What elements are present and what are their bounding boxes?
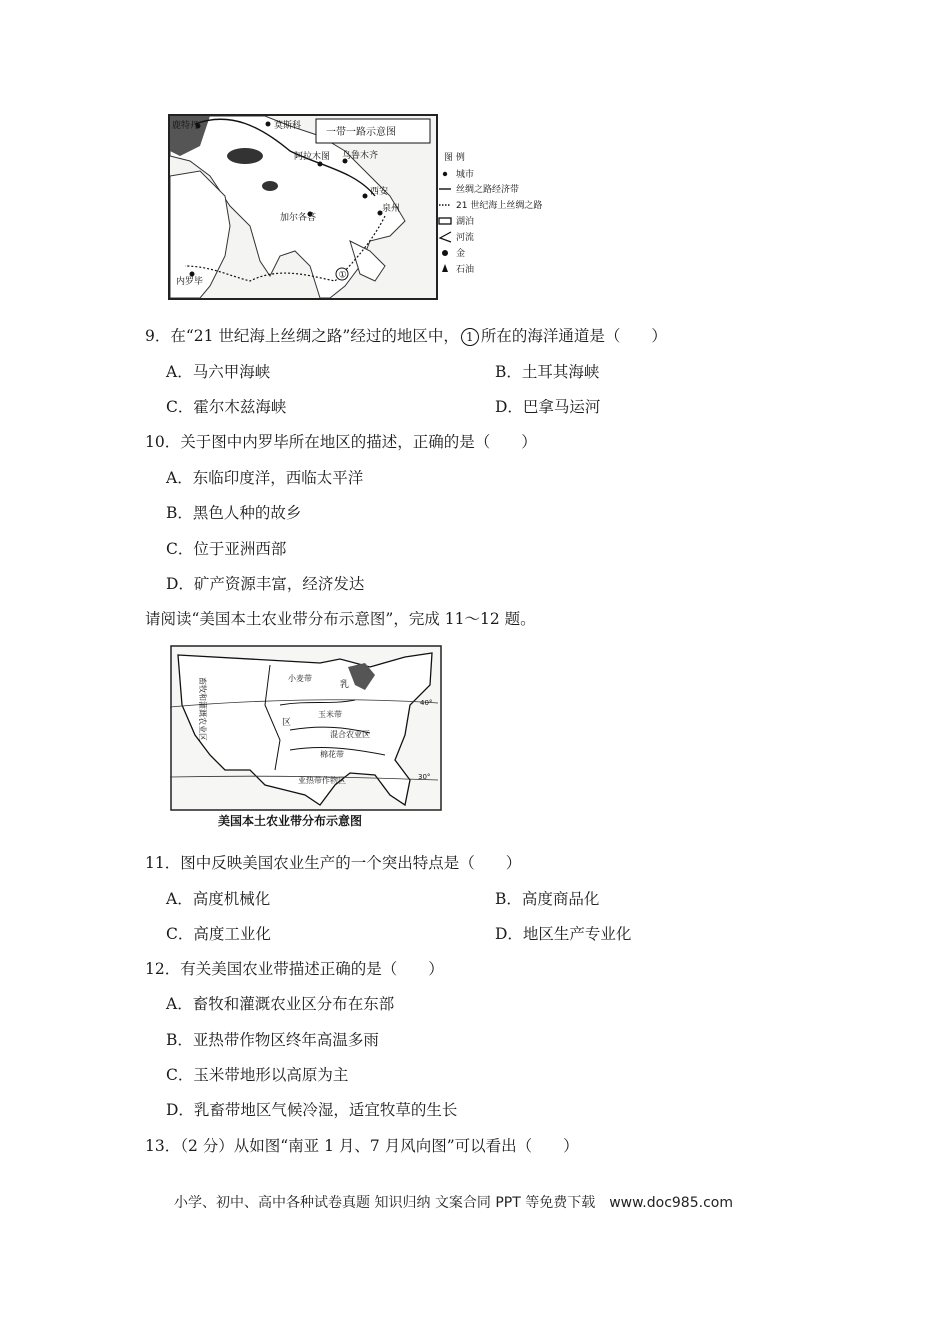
city-urumqi: 乌鲁木齐 [342, 151, 379, 161]
city-quanzhou: 泉州 [382, 204, 401, 214]
label-dairy: 乳 [340, 680, 350, 690]
q12-option-c[interactable]: C．玉米带地形以高原为主 [166, 1066, 349, 1084]
legend-oil: 石油 [456, 265, 475, 275]
q9-option-b[interactable]: B．土耳其海峡 [495, 363, 600, 381]
question-12-stem: 12．有关美国农业带描述正确的是（ ） [145, 960, 444, 978]
label-lat40: 40° [420, 699, 433, 707]
belt-road-map-svg [170, 116, 436, 298]
page-footer: 小学、初中、高中各种试卷真题 知识归纳 文案合同 PPT 等免费下载 www.doc985.com [174, 1195, 733, 1211]
us-agriculture-map-svg [170, 645, 442, 831]
q9-stem-before: 9．在“21 世纪海上丝绸之路”经过的地区中， [145, 327, 459, 345]
q11-option-b[interactable]: B．高度商品化 [495, 890, 600, 908]
q11-option-c[interactable]: C．高度工业化 [166, 925, 271, 943]
question-10-stem: 10．关于图中内罗毕所在地区的描述，正确的是（ ） [145, 433, 537, 451]
city-rotterdam: 鹿特丹 [172, 121, 200, 131]
legend-river: 河流 [456, 233, 475, 243]
section-intro: 请阅读“美国本土农业带分布示意图”，完成 11～12 题。 [145, 610, 536, 628]
label-mixed: 混合农业区 [330, 730, 370, 739]
label-ranching: 畜牧和灌溉农业区 [198, 677, 207, 741]
q12-option-a[interactable]: A．畜牧和灌溉农业区分布在东部 [166, 995, 395, 1013]
question-9-stem [145, 326, 667, 346]
lake-icon [439, 218, 451, 224]
map1-legend-svg [436, 150, 586, 280]
city-xian: 西安 [370, 187, 389, 197]
legend-lake: 湖泊 [456, 217, 475, 227]
city-moscow: 莫斯科 [274, 121, 302, 131]
q9-stem-after: 所在的海洋通道是（ ） [480, 327, 667, 345]
river-icon [440, 232, 451, 242]
oil-icon [442, 264, 448, 272]
black-sea [227, 148, 263, 164]
legend-land-route: 丝绸之路经济带 [456, 185, 520, 195]
city-dot-icon [443, 172, 447, 176]
caspian-sea [262, 181, 278, 191]
label-qu: 区 [282, 718, 292, 728]
label-wheat: 小麦带 [288, 674, 312, 683]
city-kolkata: 加尔各答 [280, 213, 317, 223]
q10-option-c[interactable]: C．位于亚洲西部 [166, 540, 287, 558]
q12-option-b[interactable]: B．亚热带作物区终年高温多雨 [166, 1031, 379, 1049]
city-almaty: 阿拉木图 [294, 152, 331, 162]
belt-road-map [168, 114, 438, 300]
label-corn: 玉米带 [318, 710, 342, 719]
q10-option-b[interactable]: B．黑色人种的故乡 [166, 504, 302, 522]
marker-1: ① [338, 270, 347, 281]
q11-option-a[interactable]: A．高度机械化 [166, 890, 271, 908]
legend-city: 城市 [456, 170, 475, 180]
legend-sea-route: 21 世纪海上丝绸之路 [456, 201, 543, 211]
q10-option-a[interactable]: A．东临印度洋，西临太平洋 [166, 469, 364, 487]
city-nairobi: 内罗毕 [176, 277, 204, 287]
legend-gold: 金 [456, 249, 466, 259]
map1-legend [436, 150, 586, 280]
q11-option-d[interactable]: D．地区生产专业化 [495, 925, 632, 943]
legend-title: 图 例 [444, 153, 465, 163]
q9-option-d[interactable]: D．巴拿马运河 [495, 398, 601, 416]
label-lat30: 30° [418, 773, 431, 781]
q9-option-c[interactable]: C．霍尔木兹海峡 [166, 398, 287, 416]
question-11-stem: 11．图中反映美国农业生产的一个突出特点是（ ） [145, 854, 522, 872]
q12-option-d[interactable]: D．乳畜带地区气候冷湿，适宜牧草的生长 [166, 1101, 458, 1119]
q9-option-a[interactable]: A．马六甲海峡 [166, 363, 271, 381]
label-subtropical: 亚热带作物区 [298, 776, 346, 785]
gold-icon [442, 250, 448, 256]
label-cotton: 棉花带 [320, 750, 344, 759]
map2-caption: 美国本土农业带分布示意图 [218, 814, 363, 828]
q10-option-d[interactable]: D．矿产资源丰富，经济发达 [166, 575, 365, 593]
question-13-stem: 13．（2 分）从如图“南亚 1 月、7 月风向图”可以看出（ ） [145, 1137, 579, 1155]
q9-circled-marker: 1 [461, 328, 479, 346]
us-agriculture-map [170, 645, 442, 831]
map1-title: 一带一路示意图 [326, 127, 396, 138]
